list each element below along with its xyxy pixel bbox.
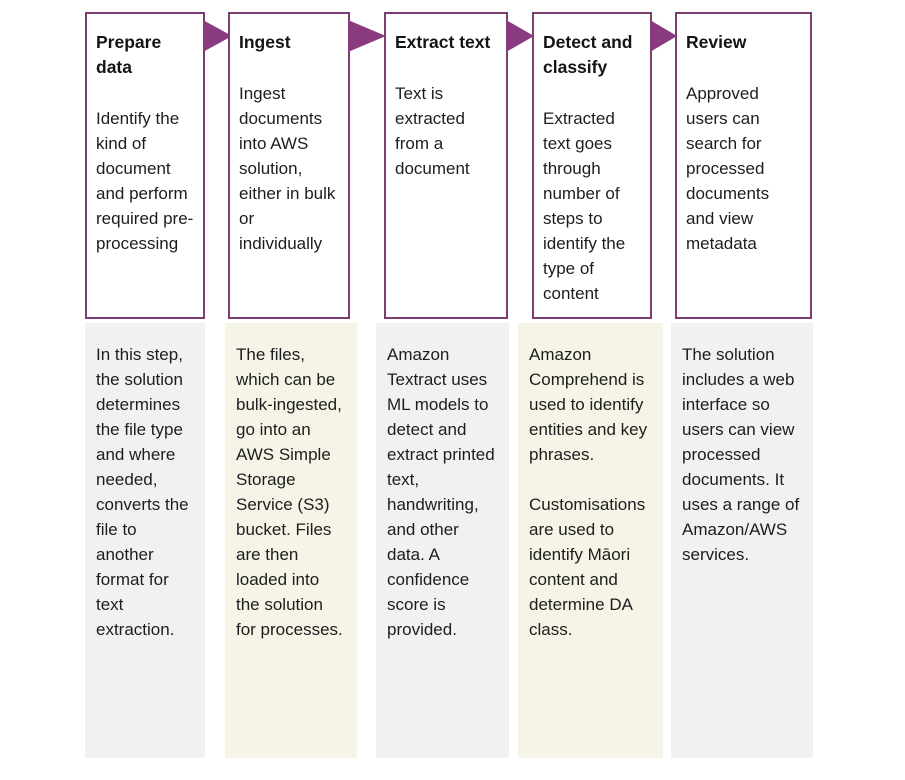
step-summary: Identify the kind of document and perform required pre-processing	[96, 109, 194, 253]
step-summary: Ingest documents into AWS solution, either in bulk or individually	[239, 84, 336, 253]
step-header-box-extract-text	[384, 12, 508, 319]
step-header-box-review	[675, 12, 812, 319]
step-title: Prepare data	[96, 32, 162, 77]
step-detail-box	[671, 323, 813, 758]
step-detail-box	[225, 323, 357, 758]
step-detail-paragraph: Amazon Textract uses ML models to detect and extract printed text, handwriting, and other data. A confidence score is provided.	[387, 345, 495, 639]
step-detail-paragraph: The solution includes a web interface so users can view processed documents. It uses a range of Amazon/AWS services.	[682, 345, 800, 564]
flow-arrow-icon	[650, 20, 677, 52]
step-detail-box	[85, 323, 205, 758]
flow-arrow-icon	[348, 20, 386, 52]
step-detail-paragraph: Customisations are used to identify Māori content and determine DA class.	[529, 495, 646, 639]
step-summary: Text is extracted from a document	[395, 84, 470, 178]
step-title: Review	[686, 32, 747, 52]
step-title: Extract text	[395, 32, 491, 52]
step-summary: Approved users can search for processed documents and view metadata	[686, 84, 770, 253]
step-title: Ingest	[239, 32, 291, 52]
step-detail-paragraph: In this step, the solution determines the file type and where needed, converts the file to another format for text extraction.	[96, 345, 189, 639]
step-title: Detect and classify	[543, 32, 633, 77]
step-detail-box	[376, 323, 509, 758]
flow-arrow-icon	[506, 20, 534, 52]
step-detail-paragraph: Amazon Comprehend is used to identify entities and key phrases.	[529, 345, 648, 464]
step-header-box-detect-classify	[532, 12, 652, 319]
step-detail-paragraph: The files, which can be bulk-ingested, go into an AWS Simple Storage Service (S3) bucket. Files are then loaded into the solution for processes.	[236, 345, 343, 639]
step-summary: Extracted text goes through number of steps to identify the type of content	[543, 109, 626, 303]
step-header-box-ingest	[228, 12, 350, 319]
step-header-box-prepare-data	[85, 12, 205, 319]
step-detail-box	[518, 323, 663, 758]
